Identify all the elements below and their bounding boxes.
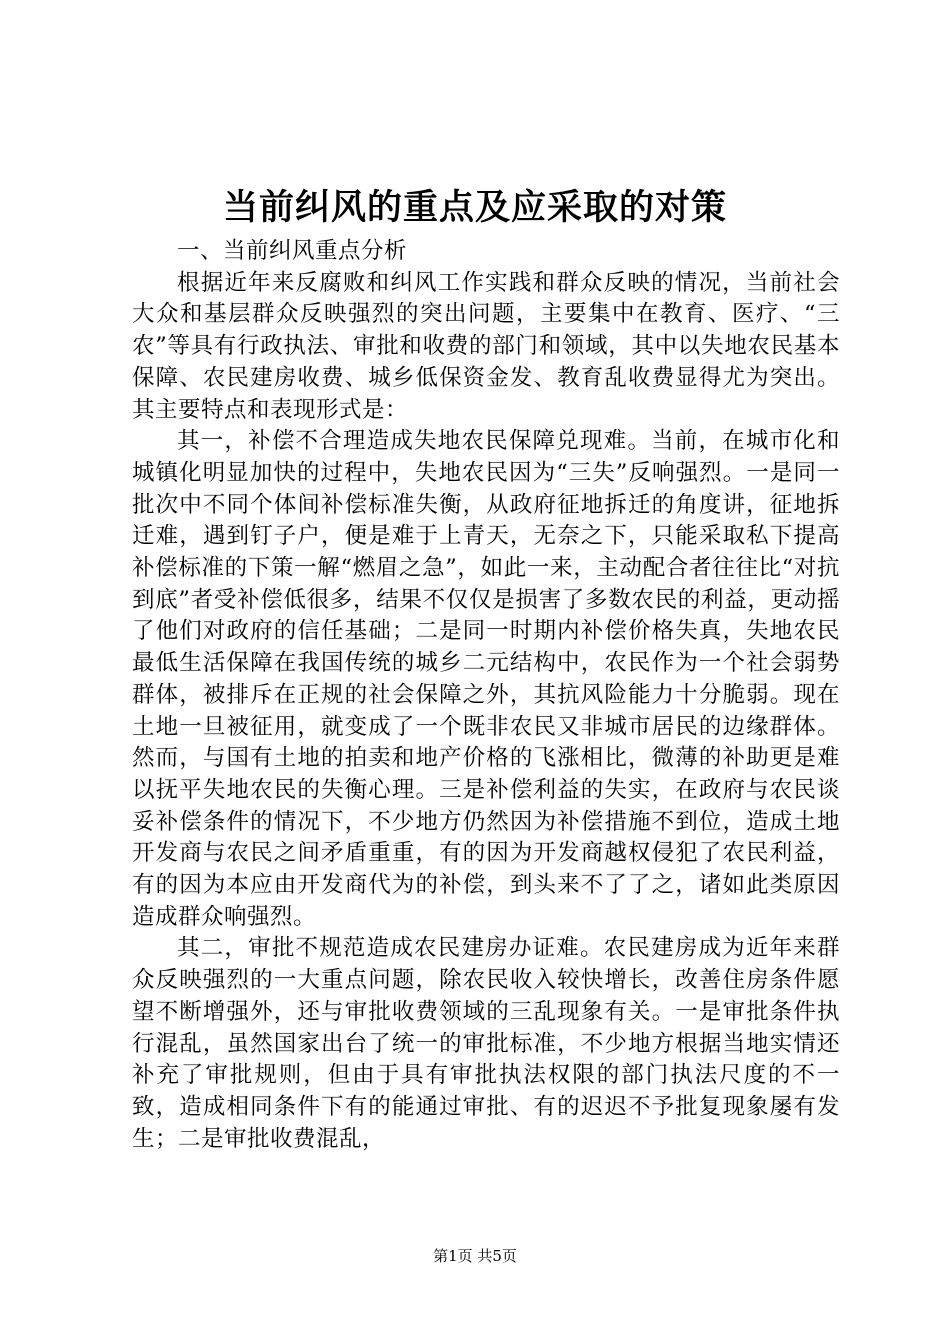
page-footer: 第1页 共5页 [433,1247,517,1265]
paragraph: 其二，审批不规范造成农民建房办证难。农民建房成为近年来群众反映强烈的一大重点问题，除农民收入较快增长，改善住房条件愿望不断增强外，还与审批收费领域的三乱现象有关。一是审批条件执行混乱，虽然国家出台了统一的审批标准，不少地方根据当地实情还补充了审批规则，但由于具有审批执法权限的部门执法尺度的不一致，造成相同条件下有的能通过审批、有的迟迟不予批复现象屡有发生；二是审批收费混乱， [132,935,840,1152]
document-body [132,236,840,1155]
section-heading: 一、当前纠风重点分析 [177,238,408,264]
paragraph: 根据近年来反腐败和纠风工作实践和群众反映的情况，当前社会大众和基层群众反映强烈的突出问题，主要集中在教育、医疗、“三农”等具有行政执法、审批和收费的部门和领域，其中以失地农民基本保障、农民建房收费、城乡低保资金发、教育乱收费显得尤为突出。其主要特点和表现形式是： [132,269,840,423]
document-title: 当前纠风的重点及应采取的对策 [222,187,727,228]
paragraph: 其一，补偿不合理造成失地农民保障兑现难。当前，在城市化和城镇化明显加快的过程中，失地农民因为“三失”反响强烈。一是同一批次中不同个体间补偿标准失衡，从政府征地拆迁的角度讲，征地拆迁难，遇到钉子户，便是难于上青天，无奈之下，只能采取私下提高补偿标准的下策一解“燃眉之急”，如此一来，主动配合者往往比“对抗到底”者受补偿低很多，结果不仅仅是损害了多数农民的利益，更动摇了他们对政府的信任基础；二是同一时期内补偿价格失真，失地农民最低生活保障在我国传统的城乡二元结构中，农民作为一个社会弱势群体，被排斥在正规的社会保障之外，其抗风险能力十分脆弱。现在土地一旦被征用，就变成了一个既非农民又非城市居民的边缘群体。然而，与国有土地的拍卖和地产价格的飞涨相比，微薄的补助更是难以抚平失地农民的失衡心理。三是补偿利益的失实，在政府与农民谈妥补偿条件的情况下，不少地方仍然因为补偿措施不到位，造成土地开发商与农民之间矛盾重重，有的因为开发商越权侵犯了农民利益，有的因为本应由开发商代为的补偿，到头来不了了之，诸如此类原因造成群众响强烈。 [132,428,840,930]
